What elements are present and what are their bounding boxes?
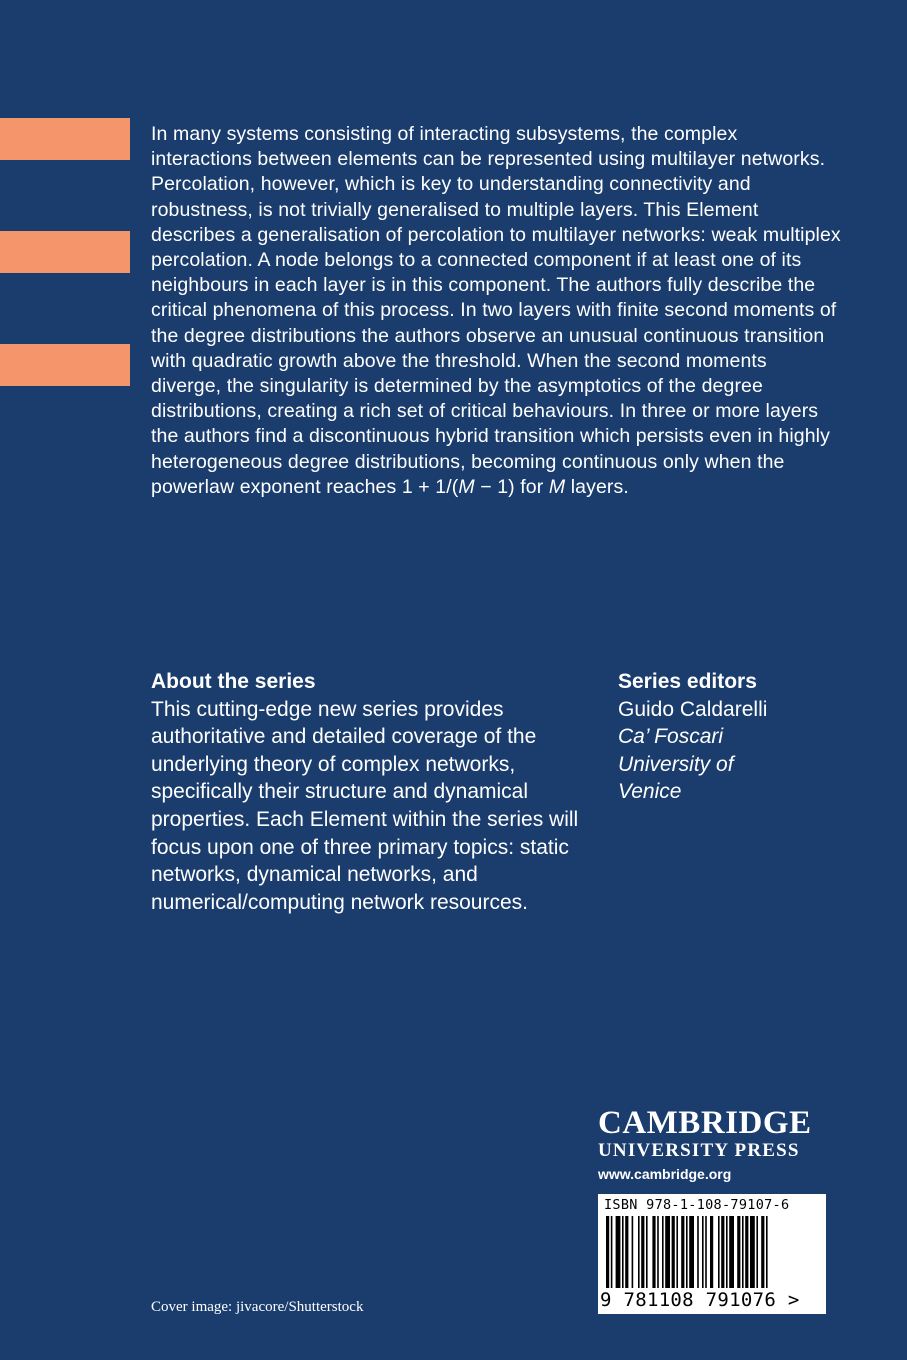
- about-series-section: [151, 668, 606, 916]
- about-series-text: This cutting-edge new series provides authoritative and detailed coverage of the underlying theory of complex networks, specifically their structure and dynamical properties. Each Element within the series will focus upon one of three primary topics: static networks, dynamical networks, and numerical/computing network resources.: [151, 697, 579, 914]
- about-series-heading: About the series: [151, 670, 316, 693]
- editor-name: Guido Caldarelli: [618, 697, 768, 721]
- variable-m: M: [548, 475, 566, 498]
- decorative-stripe-middle: [0, 231, 130, 273]
- barcode-icon: [600, 1216, 824, 1288]
- series-editors-section: [618, 668, 818, 806]
- cover-image-credit: Cover image: jivacore/Shutterstock: [151, 1299, 364, 1315]
- isbn-label: ISBN 978-1-108-79107-6: [604, 1197, 790, 1213]
- publisher-logo: [598, 1106, 828, 1186]
- editor-affiliation: Venice: [618, 780, 682, 804]
- decorative-stripe-top: [0, 118, 130, 160]
- publisher-website: www.cambridge.org: [598, 1166, 732, 1182]
- description-text: layers.: [565, 475, 629, 498]
- decorative-stripe-bottom: [0, 344, 130, 386]
- editor-affiliation: Ca’ Foscari: [618, 725, 724, 749]
- variable-m: M: [458, 475, 475, 498]
- description-text: − 1) for: [474, 475, 549, 498]
- ean-digits: 9 781108 791076 >: [600, 1289, 800, 1311]
- isbn-barcode: [598, 1194, 826, 1314]
- publisher-subname: UNIVERSITY PRESS: [598, 1140, 800, 1161]
- description-text: In many systems consisting of interacting subsystems, the complex interactions between elements can be represented using multilayer networks. Percolation, however, which is key to understanding connectivity and robustness, is not trivially generalised to multiple layers. This Element describes a generalisation of percolation to multilayer networks: weak multiplex percolation. A node belongs to a connected component if at least one of its neighbours in each layer is in this component. The authors fully describe the critical phenomena of this process. In two layers with finite second moments of the degree distributions the authors observe an unusual continuous transition with quadratic growth above the threshold. When the second moments diverge, the singularity is determined by the asymptotics of the degree distributions, creating a rich set of critical behaviours. In three or more layers the authors find a discontinuous hybrid transition which persists even in highly heterogeneous degree distributions, becoming continuous only when the powerlaw exponent reaches 1 + 1/(: [151, 123, 841, 498]
- book-description: [151, 122, 841, 500]
- series-editors-heading: Series editors: [618, 670, 757, 693]
- publisher-name: CAMBRIDGE: [598, 1105, 812, 1141]
- editor-affiliation: University of: [618, 752, 734, 776]
